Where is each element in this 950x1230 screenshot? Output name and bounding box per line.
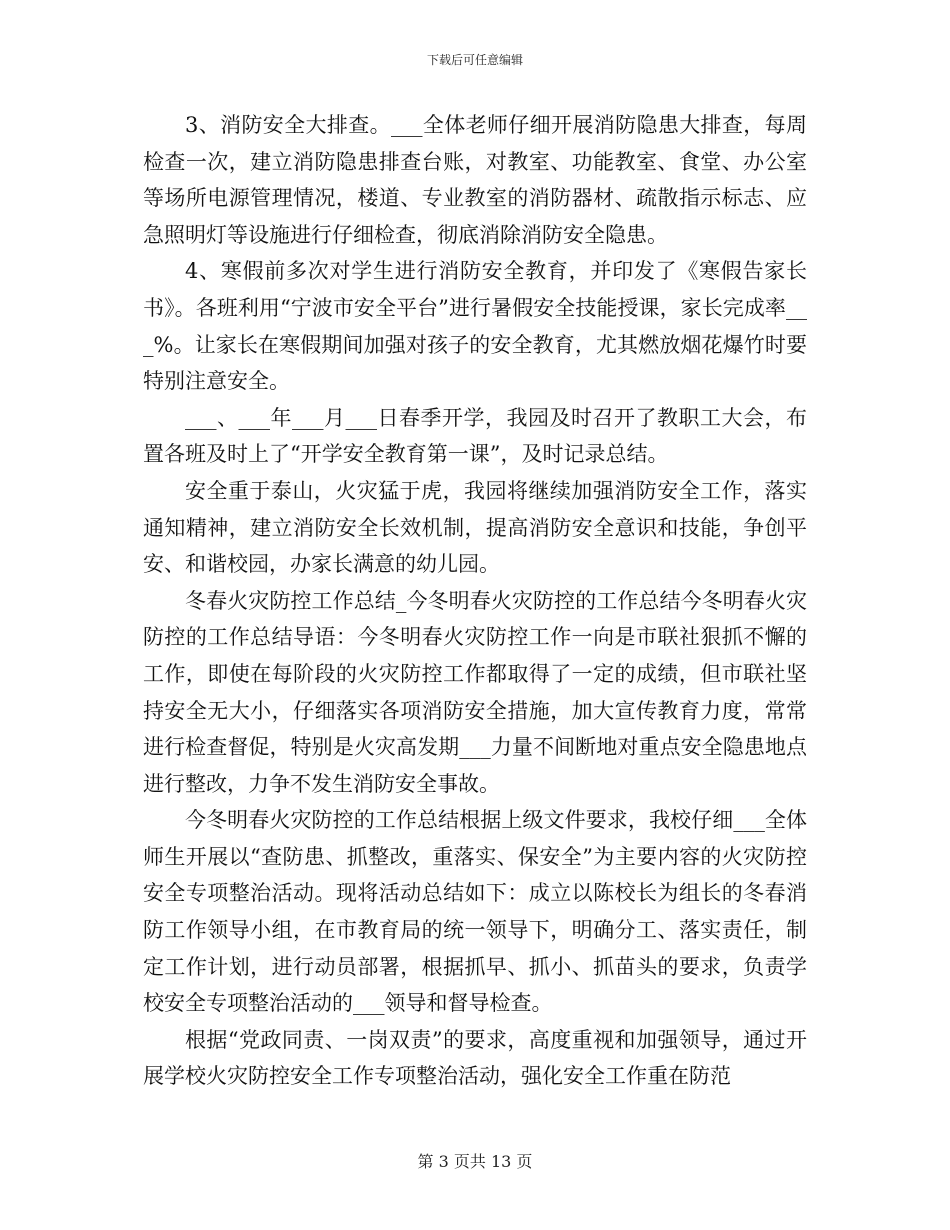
paragraph: ___、___年___月___日春季开学，我园及时召开了教职工大会，布置各班及时上了“开学安全教育第一课”，及时记录总结。: [143, 405, 807, 467]
paragraph: 冬春火灾防控工作总结_今冬明春火灾防控的工作总结今冬明春火灾防控的工作总结导语：今冬明春火灾防控工作一向是市联社狠抓不懈的工作，即使在每阶段的火灾防控工作都取得了一定的成绩，但市联社坚持安全无大小，仔细落实各项消防安全措施，加大宣传教育力度，常常进行检查督促，特别是火灾高发期___力量不间断地对重点安全隐患地点进行整改，力争不发生消防安全事故。: [143, 588, 807, 796]
document-body: [143, 107, 807, 1095]
paragraph: 3、消防安全大排查。___全体老师仔细开展消防隐患大排查，每周检查一次，建立消防隐患排查台账，对教室、功能教室、食堂、办公室等场所电源管理情况，楼道、专业教室的消防器材、疏散指示标志、应急照明灯等设施进行仔细检查，彻底消除消防安全隐患。: [143, 113, 807, 247]
page-number: 第 3 页共 13 页: [417, 1152, 533, 1171]
page-header: 下载后可任意编辑: [426, 53, 523, 67]
paragraph: 根据“党政同责、一岗双责”的要求，高度重视和加强领导，通过开展学校火灾防控安全工作专项整治活动，强化安全工作重在防范: [143, 1027, 807, 1089]
paragraph: 安全重于泰山，火灾猛于虎，我园将继续加强消防安全工作，落实通知精神，建立消防安全长效机制，提高消防安全意识和技能，争创平安、和谐校园，办家长满意的幼儿园。: [143, 478, 807, 577]
paragraph: 4、寒假前多次对学生进行消防安全教育，并印发了《寒假告家长书》。各班利用“宁波市安全平台”进行暑假安全技能授课，家长完成率___%。让家长在寒假期间加强对孩子的安全教育，尤其燃放烟花爆竹时要特别注意安全。: [143, 259, 807, 394]
paragraph: 今冬明春火灾防控的工作总结根据上级文件要求，我校仔细___全体师生开展以“查防患、抓整改，重落实、保安全”为主要内容的火灾防控安全专项整治活动。现将活动总结如下：成立以陈校长为组长的冬春消防工作领导小组，在市教育局的统一领导下，明确分工、落实责任，制定工作计划，进行动员部署，根据抓早、抓小、抓苗头的要求，负责学校安全专项整治活动的___领导和督导检查。: [143, 808, 807, 1016]
